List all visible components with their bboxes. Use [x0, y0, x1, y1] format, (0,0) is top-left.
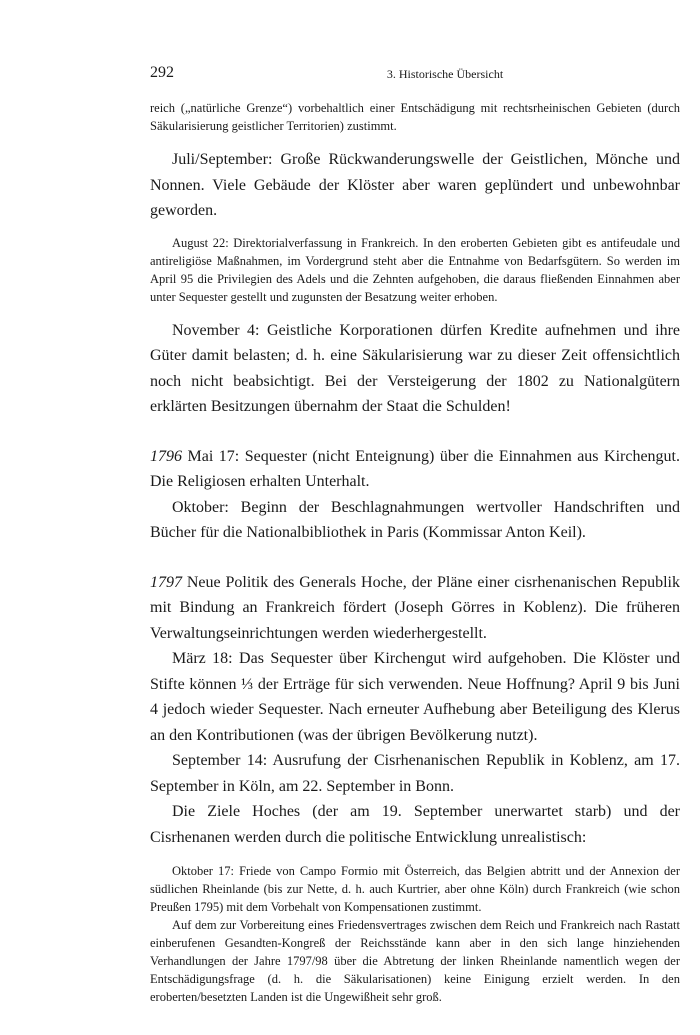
page-number: 292 [150, 64, 174, 81]
year-label: 1797 [150, 573, 182, 591]
paragraph: Juli/September: Große Rückwanderungswelle der Geistlichen, Mönche und Nonnen. Viele Gebäude der Klöster aber waren geplündert und unbewohnbar geworden. [150, 151, 680, 219]
paragraph: September 14: Ausrufung der Cisrhenanischen Republik in Koblenz, am 17. September in Köln, am 22. September in Bonn. [150, 752, 680, 795]
page-header [150, 64, 680, 84]
paragraph: März 18: Das Sequester über Kirchengut wird aufgehoben. Die Klöster und Stifte können ⅓ der Erträge für sich verwenden. Neue Hoffnung? April 9 bis Juni 4 jedoch wieder Sequester. Nach erneuter Aufhebung aber Beteiligung des Klerus an den Kontributionen (was der übrigen Bevölkerung nutzt). [150, 650, 680, 744]
paragraph: Auf dem zur Vorbereitung eines Friedensvertrages zwischen dem Reich und Frankreich nach Rastatt einberufenen Gesandten-Kongreß der Reichsstände kann aber in den sich lange hinziehenden Verhandlungen der Jahre 1797/98 über die Abtretung der linken Rheinlande namentlich wegen der Entschädigungsfrage (d. h. die Säkularisationen) keine Einigung erzielt werden. In den eroberten/besetzten Landen ist die Ungewißheit sehr groß. [150, 918, 680, 1004]
paragraph-year-entry [150, 444, 680, 495]
paragraph: Oktober: Beginn der Beschlagnahmungen wertvoller Handschriften und Bücher für die Nationalbibliothek in Paris (Kommissar Anton Keil). [150, 498, 680, 541]
paragraph: November 4: Geistliche Korporationen dürfen Kredite aufnehmen und ihre Güter damit belasten; d. h. eine Säkularisierung war zu dieser Zeit offensichtlich noch nicht beabsichtigt. Bei der Versteigerung der 1802 zu Nationalgütern erklärten Besitzungen übernahm der Staat die Schulden! [150, 321, 680, 415]
paragraph-year-entry [150, 570, 680, 647]
paragraph: Oktober 17: Friede von Campo Formio mit Österreich, das Belgien abtritt und der Annexion der südlichen Rheinlande (bis zur Nette, d. h. auch Kurtrier, aber ohne Köln) durch Frankreich (wie schon Preußen 1795) mit dem Vorbehalt von Kompensationen zustimmt. [150, 864, 680, 914]
running-head: 3. Historische Übersicht [386, 67, 504, 81]
year-label: 1796 [150, 447, 182, 465]
paragraph: Die Ziele Hoches (der am 19. September unerwartet starb) und der Cisrhenanen werden durch die politische Entwicklung unrealistisch: [150, 803, 680, 846]
paragraph-text: Neue Politik des Generals Hoche, der Pläne einer cisrhenanischen Republik mit Bindung an Frankreich fördert (Joseph Görres in Koblenz). Die früheren Verwaltungseinrichtungen werden wiederhergestellt. [150, 573, 680, 642]
paragraph: August 22: Direktorialverfassung in Frankreich. In den eroberten Gebieten gibt es antifeudale und antireligiöse Maßnahmen, im Vordergrund steht aber die Entnahme von Bedarfsgütern. So werden im April 95 die Privilegien des Adels und die Zehnten aufgehoben, die daraus fließenden Einnahmen aber unter Sequester gestellt und zugunsten der Besatzung weiter erhoben. [150, 235, 680, 304]
paragraph-text: Mai 17: Sequester (nicht Enteignung) über die Einnahmen aus Kirchengut. Die Religiosen erhalten Unterhalt. [150, 447, 680, 490]
paragraph: reich („natürliche Grenze“) vorbehaltlich einer Entschädigung mit rechtsrheinischen Gebieten (durch Säkularisierung geistlicher Territorien) zustimmt. [150, 101, 680, 133]
page-body [150, 99, 680, 1006]
